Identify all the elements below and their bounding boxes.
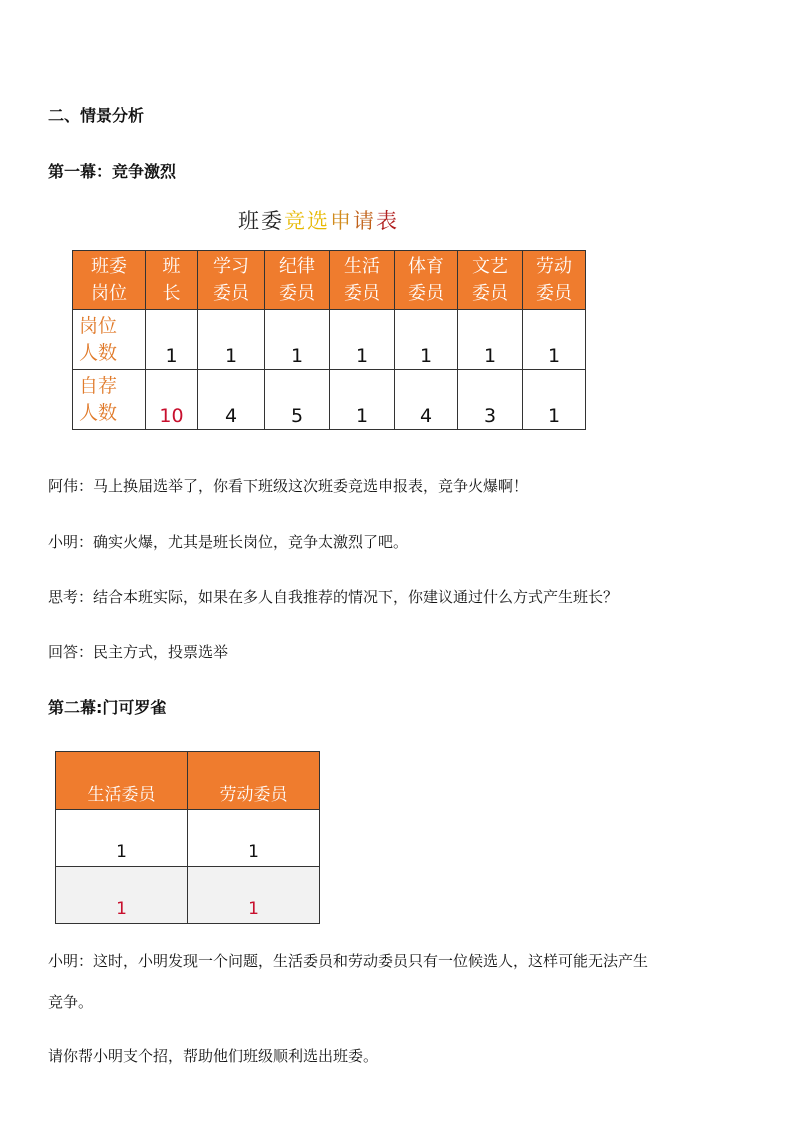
header-cell: [146, 251, 198, 310]
row-label: [73, 310, 146, 370]
answer: 回答：民主方式，投票选举: [48, 643, 229, 661]
table-cell: 1: [458, 310, 523, 370]
header-line: 委员: [213, 283, 249, 304]
header-line: 委员: [408, 283, 444, 304]
header-line: 学习: [213, 256, 249, 277]
dialogue-awei: 阿伟：马上换届选举了，你看下班级这次班委竞选申报表，竞争火爆啊！: [48, 477, 529, 495]
header-line: 班委: [91, 256, 127, 277]
table-cell: 1: [523, 310, 586, 370]
header-cell: [265, 251, 330, 310]
candidate-table: [55, 751, 320, 924]
table-title-part3: 申: [330, 209, 353, 233]
table-cell: 1: [265, 310, 330, 370]
header-line: 劳动: [536, 256, 572, 277]
table-cell: 4: [198, 370, 265, 430]
header-cell: [395, 251, 458, 310]
dialogue-xiaoming: 小明：确实火爆，尤其是班长岗位，竞争太激烈了吧。: [48, 533, 409, 551]
table-header-row: [73, 251, 586, 310]
table-cell: 4: [395, 370, 458, 430]
table-title-part2: 竞选: [284, 209, 330, 233]
table-header-row: [56, 752, 320, 810]
section-heading: 二、情景分析: [48, 106, 145, 125]
header-line: 委员: [472, 283, 508, 304]
row-label-line: 岗位: [79, 315, 118, 337]
scene2-heading: 第二幕:门可罗雀: [48, 698, 167, 717]
table-cell: 1: [330, 370, 395, 430]
header-line: 文艺: [472, 256, 508, 277]
table-cell: 5: [265, 370, 330, 430]
application-table: [72, 250, 586, 430]
dialogue-xiaoming-2-cont: 竞争。: [48, 993, 94, 1011]
header-line: 体育: [408, 256, 444, 277]
table-cell: 1: [146, 310, 198, 370]
header-cell: [523, 251, 586, 310]
dialogue-xiaoming-2: 小明：这时，小明发现一个问题，生活委员和劳动委员只有一位候选人，这样可能无法产生: [48, 952, 649, 970]
header-line: 委员: [344, 283, 380, 304]
row-label-line: 人数: [79, 342, 118, 364]
table-cell: 10: [146, 370, 198, 430]
header-cell: 劳动委员: [188, 752, 320, 810]
table-cell: 1: [395, 310, 458, 370]
table-cell: 1: [523, 370, 586, 430]
table-cell: 1: [56, 867, 188, 924]
header-line: 生活: [344, 256, 380, 277]
table-row: [56, 810, 320, 867]
header-line: 岗位: [91, 283, 127, 304]
header-line: 委员: [279, 283, 315, 304]
table-row: [73, 310, 586, 370]
header-line: 委员: [536, 283, 572, 304]
scene1-heading: 第一幕：竞争激烈: [48, 162, 177, 181]
header-cell: [73, 251, 146, 310]
header-line: 班: [162, 256, 181, 277]
row-label: [73, 370, 146, 430]
table-cell: 1: [330, 310, 395, 370]
table-title-part4: 请: [353, 209, 376, 233]
header-cell: 生活委员: [56, 752, 188, 810]
table-row: [73, 370, 586, 430]
table-cell: 1: [188, 810, 320, 867]
table-title: [238, 205, 399, 235]
header-cell: [198, 251, 265, 310]
table-cell: 1: [56, 810, 188, 867]
row-label-line: 人数: [79, 402, 118, 424]
request-text: 请你帮小明支个招，帮助他们班级顺利选出班委。: [48, 1047, 379, 1065]
table-cell: 1: [188, 867, 320, 924]
header-cell: [330, 251, 395, 310]
header-line: 纪律: [279, 256, 315, 277]
table-cell: 3: [458, 370, 523, 430]
table-title-part5: 表: [376, 209, 399, 233]
table-title-part1: 班委: [238, 209, 284, 233]
thinking-question: 思考：结合本班实际，如果在多人自我推荐的情况下，你建议通过什么方式产生班长？: [48, 588, 619, 606]
row-label-line: 自荐: [79, 375, 118, 397]
header-line: 长: [162, 283, 181, 304]
table-row: [56, 867, 320, 924]
header-cell: [458, 251, 523, 310]
table-cell: 1: [198, 310, 265, 370]
